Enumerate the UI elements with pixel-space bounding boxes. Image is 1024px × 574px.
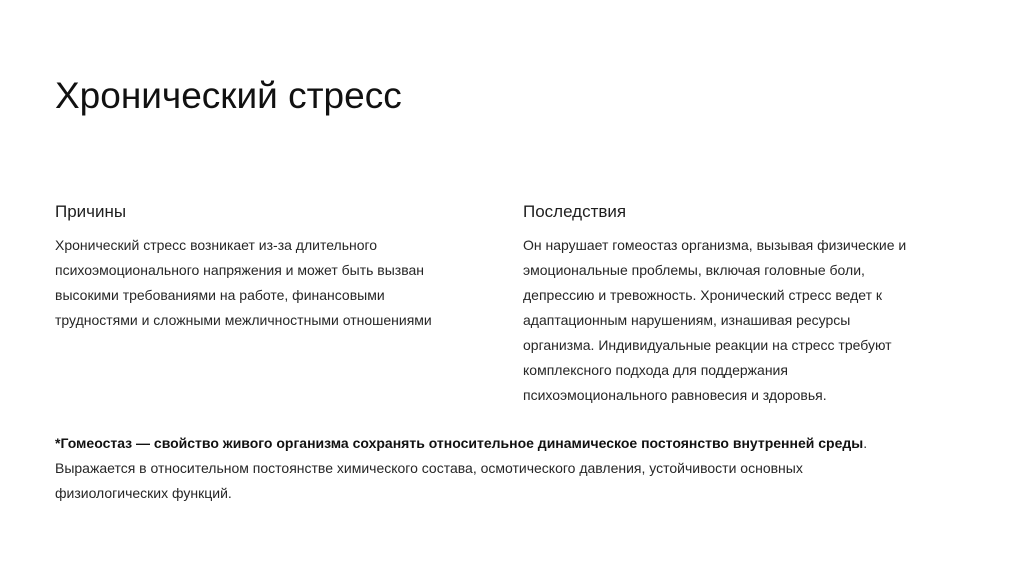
slide-title: Хронический стресс [55, 75, 402, 116]
consequences-line: депрессию и тревожность. Хронический стресс ведет к [523, 287, 883, 303]
footnote-definition-end: . [863, 435, 868, 451]
causes-text [55, 233, 432, 333]
footnote-definition-bold: *Гомеостаз — свойство живого организма сохранять относительное динамическое постоянство внутренней среды [55, 435, 864, 451]
consequences-line: комплексного подхода для поддержания [523, 362, 788, 378]
causes-line: высокими требованиями на работе, финансовыми [55, 287, 385, 303]
consequences-line: адаптационным нарушениям, изнашивая ресурсы [523, 312, 851, 328]
consequences-line: психоэмоционального равновесия и здоровья. [523, 387, 827, 403]
homeostasis-footnote [55, 431, 985, 506]
footnote-definition-line [55, 431, 985, 456]
causes-line: психоэмоционального напряжения и может быть вызван [55, 262, 425, 278]
causes-line: Хронический стресс возникает из-за длительного [55, 237, 378, 253]
consequences-text [523, 233, 906, 408]
consequences-heading: Последствия [523, 202, 627, 221]
consequences-line: организма. Индивидуальные реакции на стресс требуют [523, 337, 892, 353]
consequences-line: эмоциональные проблемы, включая головные боли, [523, 262, 865, 278]
footnote-line: физиологических функций. [55, 485, 232, 501]
causes-heading: Причины [55, 202, 127, 221]
consequences-line: Он нарушает гомеостаз организма, вызывая физические и [523, 237, 907, 253]
footnote-line: Выражается в относительном постоянстве химического состава, осмотического давления, устойчивости основных [55, 460, 803, 476]
causes-line: трудностями и сложными межличностными отношениями [55, 312, 432, 328]
